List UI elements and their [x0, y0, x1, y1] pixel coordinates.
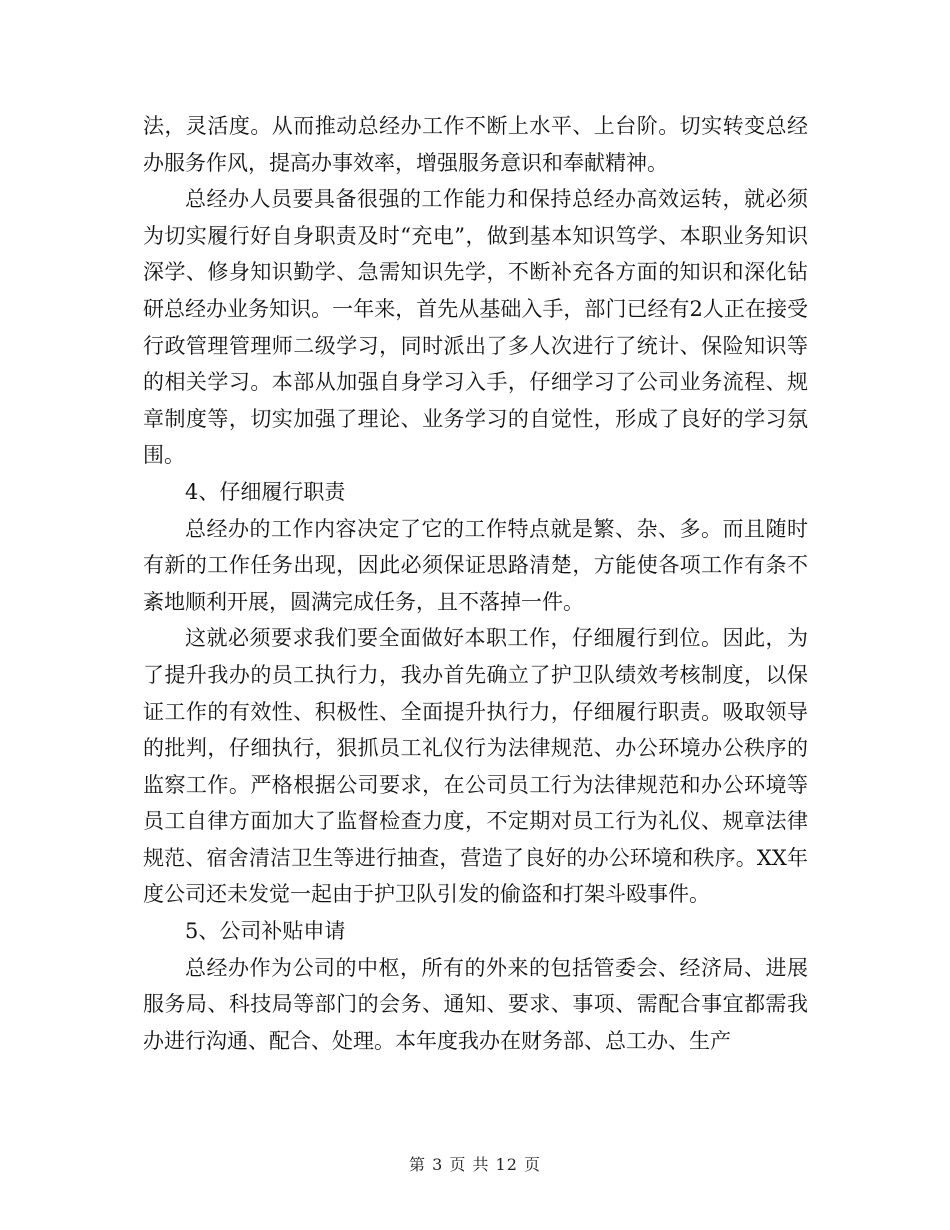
section-heading-4: 4、仔细履行职责 [185, 479, 346, 504]
paragraph-3: 总经办的工作内容决定了它的工作特点就是繁、杂、多。而且随时有新的工作任务出现，因此必须保证思路清楚，方能使各项工作有条不紊地顺利开展，圆满完成任务，且不落掉一件。 [143, 516, 808, 614]
paragraph-4: 这就必须要求我们要全面做好本职工作，仔细履行到位。因此，为了提升我办的员工执行力，我办首先确立了护卫队绩效考核制度，以保证工作的有效性、积极性、全面提升执行力，仔细履行职责。吸取领导的批判，仔细执行，狠抓员工礼仪行为法律规范、办公环境办公秩序的监察工作。严格根据公司要求，在公司员工行为法律规范和办公环境等员工自律方面加大了监督检查力度，不定期对员工行为礼仪、规章法律规范、宿舍清洁卫生等进行抽查，营造了良好的办公环境和秩序。XX年度公司还未发觉一起由于护卫队引发的偷盗和打架斗殴事件。 [143, 626, 808, 907]
document-body [143, 108, 808, 1059]
section-heading-5: 5、公司补贴申请 [185, 919, 346, 944]
page-number-footer: 第 3 页 共 12 页 [409, 1155, 541, 1174]
paragraph-5: 总经办作为公司的中枢，所有的外来的包括管委会、经济局、进展服务局、科技局等部门的会务、通知、要求、事项、需配合事宜都需我办进行沟通、配合、处理。本年度我办在财务部、总工办、生产 [143, 955, 808, 1053]
paragraph-1: 法，灵活度。从而推动总经办工作不断上水平、上台阶。切实转变总经办服务作风，提高办事效率，增强服务意识和奉献精神。 [143, 114, 808, 175]
paragraph-2: 总经办人员要具备很强的工作能力和保持总经办高效运转，就必须为切实履行好自身职责及时“充电”，做到基本知识笃学、本职业务知识深学、修身知识勤学、急需知识先学，不断补充各方面的知识和深化钻研总经办业务知识。一年来，首先从基础入手，部门已经有2人正在接受行政管理管理师二级学习，同时派出了多人次进行了统计、保险知识等的相关学习。本部从加强自身学习入手，仔细学习了公司业务流程、规章制度等，切实加强了理论、业务学习的自觉性，形成了良好的学习氛围。 [143, 187, 808, 468]
